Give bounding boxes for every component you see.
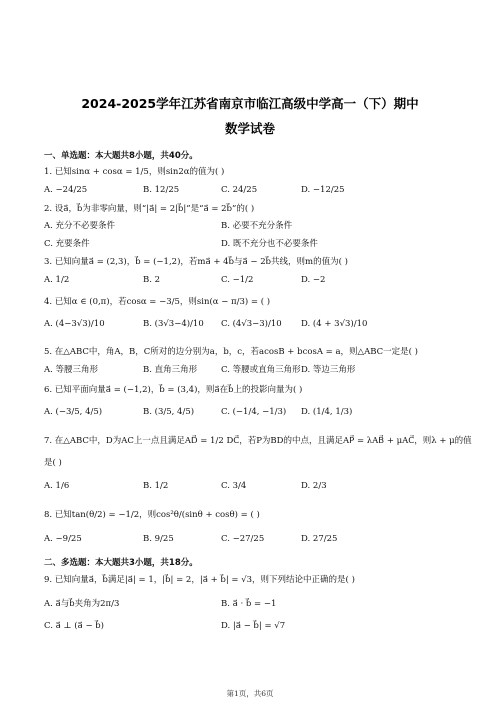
question-5-option-d: D. 等边三角形 [301, 365, 356, 375]
question-6-option-c: C. (−1/4, −1/3) [221, 407, 287, 417]
question-3-option-c: C. −1/2 [221, 275, 254, 285]
exam-title-line1: 2024-2025学年江苏省南京市临江高级中学高一（下）期中 [81, 96, 419, 111]
section-heading-single-choice: 一、单选题：本大题共8小题，共40分。 [44, 151, 198, 161]
question-2-option-b: B. 必要不充分条件 [221, 221, 293, 231]
question-8-option-a: A. −9/25 [44, 534, 82, 544]
question-3-option-d: D. −2 [301, 275, 326, 285]
question-4-option-a: A. (4−3√3)/10 [44, 319, 105, 329]
question-5-option-b: B. 直角三角形 [143, 365, 198, 375]
question-6-option-b: B. (3/5, 4/5) [143, 407, 195, 417]
section-heading-multiple-choice: 二、多选题：本大题共3小题，共18分。 [44, 558, 198, 568]
question-8-option-d: D. 27/25 [301, 534, 338, 544]
question-9-option-c: C. a⃗ ⊥ (a⃗ − b⃗) [44, 621, 104, 631]
question-1-option-b: B. 12/25 [143, 185, 180, 195]
question-9-option-b: B. a⃗ · b⃗ = −1 [221, 599, 277, 609]
question-2-option-a: A. 充分不必要条件 [44, 221, 116, 231]
question-4-stem: 4. 已知α ∈ (0,π)，若cosα = −3/5，则sin(α − π/3) = ( ) [44, 297, 271, 307]
question-7-option-b: B. 1/2 [143, 481, 169, 491]
question-9-option-a: A. a⃗与b⃗夹角为2π/3 [44, 599, 120, 609]
question-1-option-d: D. −12/25 [301, 185, 345, 195]
question-1-option-a: A. −24/25 [44, 185, 88, 195]
question-4-option-d: D. (4 + 3√3)/10 [301, 319, 368, 329]
question-3-option-b: B. 2 [143, 275, 161, 285]
question-5-option-a: A. 等腰三角形 [44, 365, 99, 375]
question-9-stem: 9. 已知向量a⃗，b⃗满足|a⃗| = 1，|b⃗| = 2，|a⃗ + b⃗| = √3，则下列结论中正确的是( ) [44, 575, 355, 585]
question-7-stem: 7. 在△ABC中，D为AC上一点且满足AD⃗ = 1/2 DC⃗，若P为BD的中点，且满足AP⃗ = λAB⃗ + μAC⃗，则λ + μ的值 [44, 436, 472, 446]
question-8-option-c: C. −27/25 [221, 534, 265, 544]
question-6-option-a: A. (−3/5, 4/5) [44, 407, 103, 417]
question-2-stem: 2. 设a⃗，b⃗为非零向量，则“|a⃗| = 2|b⃗|”是“a⃗ = 2b⃗”的( ) [44, 204, 255, 214]
question-3-option-a: A. 1/2 [44, 275, 70, 285]
question-2-option-d: D. 既不充分也不必要条件 [221, 239, 318, 249]
question-5-option-c: C. 等腰或直角三角形 [221, 365, 301, 375]
exam-title-line2: 数学试卷 [224, 121, 275, 136]
question-1-option-c: C. 24/25 [221, 185, 258, 195]
question-4-option-c: C. (4√3−3)/10 [221, 319, 282, 329]
page-footer: 第1页，共6页 [226, 689, 274, 698]
question-8-option-b: B. 9/25 [143, 534, 174, 544]
question-7-option-a: A. 1/6 [44, 481, 70, 491]
question-7-stem-continued: 是( ) [44, 458, 62, 468]
question-3-stem: 3. 已知向量a⃗ = (2,3)，b⃗ = (−1,2)，若ma⃗ + 4b⃗与a⃗ − 2b⃗共线，则m的值为( ) [44, 257, 348, 267]
question-8-stem: 8. 已知tan(θ/2) = −1/2，则cos²θ/(sinθ + cosθ) = ( ) [44, 510, 260, 520]
question-9-option-d: D. |a⃗ − b⃗| = √7 [221, 621, 286, 631]
question-5-stem: 5. 在△ABC中，角A，B，C所对的边分别为a，b，c，若acosB + bcosA = a，则△ABC一定是( ) [44, 347, 418, 357]
question-7-option-c: C. 3/4 [221, 481, 247, 491]
question-7-option-d: D. 2/3 [301, 481, 327, 491]
question-2-option-c: C. 充要条件 [44, 239, 90, 249]
question-6-stem: 6. 已知平面向量a⃗ = (−1,2)，b⃗ = (3,4)，则a⃗在b⃗上的投影向量为( ) [44, 385, 303, 395]
question-1-stem: 1. 已知sinα + cosα = 1/5，则sin2α的值为( ) [44, 167, 225, 177]
question-6-option-d: D. (1/4, 1/3) [301, 407, 353, 417]
question-4-option-b: B. (3√3−4)/10 [143, 319, 204, 329]
